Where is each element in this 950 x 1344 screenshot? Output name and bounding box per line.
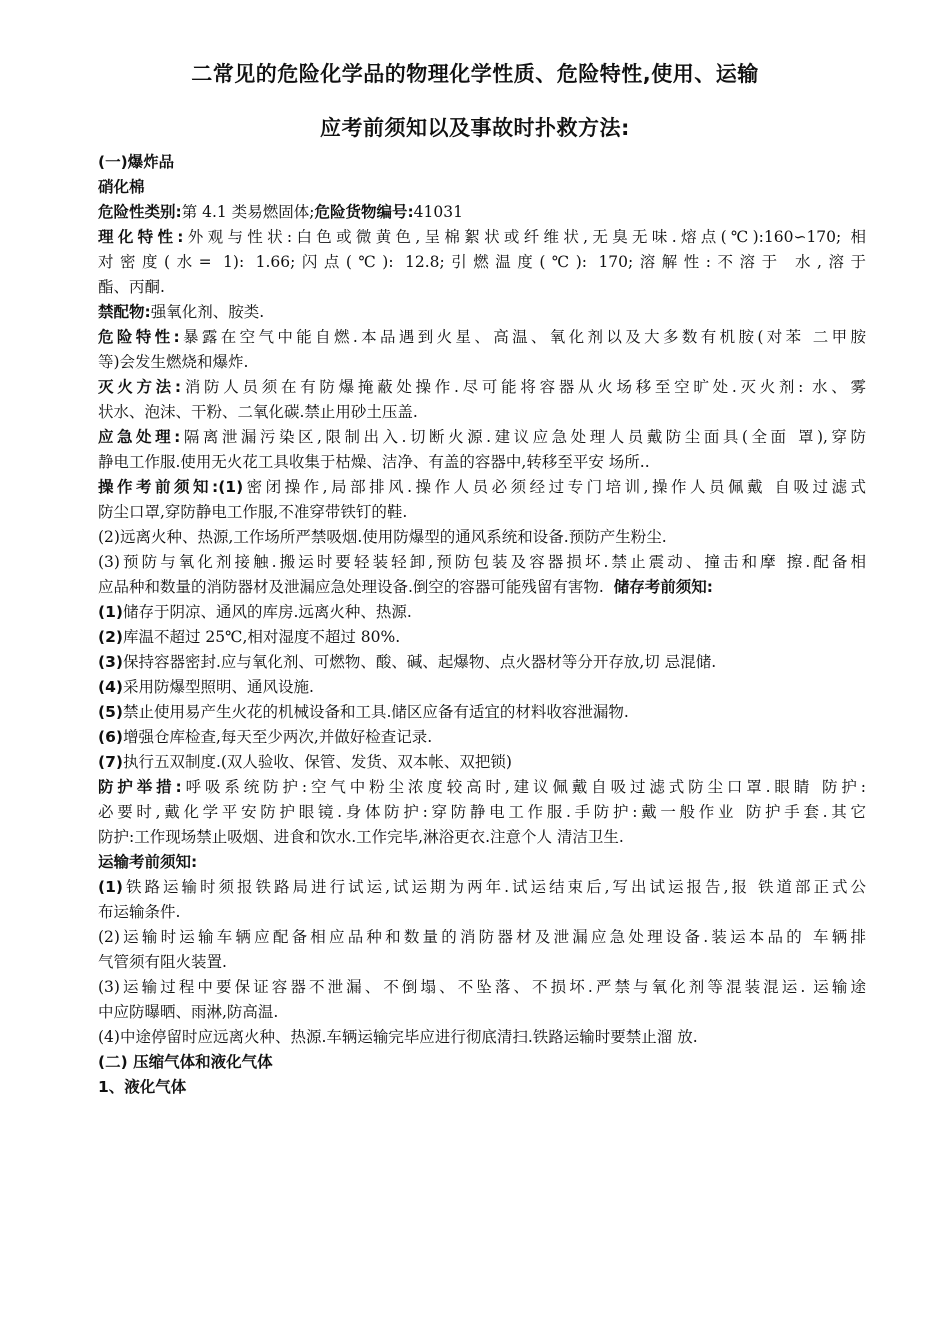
field-value: 应品种和数量的消防器材及泄漏应急处理设备.倒空的容器可能残留有害物. <box>98 578 604 596</box>
transport-heading: 运输考前须知: <box>98 853 198 871</box>
item-text: 保持容器密封.应与氧化剂、可燃物、酸、碱、起爆物、点火器材等分开存放,切 忌混储. <box>122 653 717 671</box>
storage-item <box>98 700 866 725</box>
incompatible-line <box>98 300 866 325</box>
hazard-category-line <box>98 200 866 225</box>
storage-item <box>98 650 866 675</box>
emergency-line <box>98 425 866 450</box>
item-text: 采用防爆型照明、通风设施. <box>122 678 314 696</box>
field-value: 暴露在空气中能自燃.本品遇到火星、高温、氧化剂以及大多数有机胺(对苯 二甲胺 <box>179 328 867 346</box>
item-text: 执行五双制度.(双人验收、保管、发货、双本帐、双把锁) <box>122 753 512 771</box>
field-label: 理化特性: <box>98 228 184 246</box>
item-text: 铁路运输时须报铁路局进行试运,试运期为两年.试运结束后,写出试运报告,报 铁道部正式公 <box>122 878 866 896</box>
transport-line: 气管须有阻火装置. <box>98 953 227 971</box>
document-title-line2: 应考前须知以及事故时扑救方法: <box>320 116 630 140</box>
field-value: 强氧化剂、胺类. <box>150 303 265 321</box>
field-value: 密闭操作,局部排风.操作人员必须经过专门培训,操作人员佩戴 自吸过滤式 <box>243 478 866 496</box>
storage-item <box>98 600 866 625</box>
item-number: (4) <box>98 678 123 696</box>
document-title-line1: 二常见的危险化学品的物理化学性质、危险特性,使用、运输 <box>191 62 759 86</box>
item-text: 增强仓库检查,每天至少两次,并做好检查记录. <box>122 728 433 746</box>
document-body <box>98 150 866 1100</box>
field-value: 消防人员须在有防爆掩蔽处操作.尽可能将容器从火场移至空旷处.灭火剂: 水、雾 <box>181 378 866 396</box>
field-label: 防护举措: <box>98 778 182 796</box>
field-label: 储存考前须知: <box>613 578 713 596</box>
physchem-line: 对密度(水= 1): 1.66;闪点(℃): 12.8;引燃温度(℃): 170;溶解性:不溶于 水,溶于 <box>98 253 866 271</box>
physchem-line <box>98 225 866 250</box>
section-heading: (二) 压缩气体和液化气体 <box>98 1053 273 1071</box>
transport-line: (4)中途停留时应远离火种、热源.车辆运输完毕应进行彻底清扫.铁路运输时要禁止溜 放. <box>98 1028 698 1046</box>
field-label: 危险性类别: <box>98 203 182 221</box>
item-number: (1) <box>98 878 123 896</box>
field-label: 危险货物编号: <box>314 203 414 221</box>
protection-line <box>98 775 866 800</box>
hazard-line: 等)会发生燃烧和爆炸. <box>98 353 249 371</box>
field-label: 灭火方法: <box>98 378 182 396</box>
storage-item <box>98 750 866 775</box>
field-value: 呼吸系统防护:空气中粉尘浓度较高时,建议佩戴自吸过滤式防尘口罩.眼睛 防护: <box>181 778 866 796</box>
field-value: 第 4.1 类易燃固体; <box>181 203 315 221</box>
operation-line: (2)远离火种、热源,工作场所严禁吸烟.使用防爆型的通风系统和设备.预防产生粉尘. <box>98 528 667 546</box>
firefighting-line <box>98 375 866 400</box>
physchem-line: 酯、丙酮. <box>98 278 165 296</box>
transport-line: (2)运输时运输车辆应配备相应品种和数量的消防器材及泄漏应急处理设备.装运本品的 车辆排 <box>98 928 866 946</box>
item-text: 库温不超过 25℃,相对湿度不超过 80%. <box>122 628 401 646</box>
field-label: 操作考前须知: <box>98 478 219 496</box>
storage-item <box>98 625 866 650</box>
firefighting-line: 状水、泡沫、干粉、二氧化碳.禁止用砂土压盖. <box>98 403 418 421</box>
emergency-line: 静电工作服.使用无火花工具收集于枯燥、洁净、有盖的容器中,转移至平安 场所.. <box>98 453 650 471</box>
item-number: (1) <box>218 478 244 496</box>
item-number: (7) <box>98 753 123 771</box>
item-number: (5) <box>98 703 123 721</box>
item-text: 储存于阴凉、通风的库房.远离火种、热源. <box>122 603 412 621</box>
field-label: 应急处理: <box>98 428 181 446</box>
field-value: 41031 <box>413 203 463 221</box>
transport-line: (3)运输过程中要保证容器不泄漏、不倒塌、不坠落、不损坏.严禁与氧化剂等混装混运. 运输途 <box>98 978 866 996</box>
storage-item <box>98 675 866 700</box>
operation-line: (3)预防与氧化剂接触.搬运时要轻装轻卸,预防包装及容器损坏.禁止震动、撞击和摩 擦.配备相 <box>98 553 866 571</box>
subsection-heading: 1、液化气体 <box>98 1078 187 1096</box>
item-number: (3) <box>98 653 123 671</box>
protection-line: 必要时,戴化学平安防护眼镜.身体防护:穿防静电工作服.手防护:戴一般作业 防护手套.其它 <box>98 803 866 821</box>
operation-line: 防尘口罩,穿防静电工作服,不准穿带铁钉的鞋. <box>98 503 408 521</box>
substance-name: 硝化棉 <box>98 178 145 196</box>
item-text: 禁止使用易产生火花的机械设备和工具.储区应备有适宜的材料收容泄漏物. <box>122 703 629 721</box>
item-number: (1) <box>98 603 123 621</box>
operation-line <box>98 475 866 500</box>
transport-line: 布运输条件. <box>98 903 181 921</box>
transport-line: 中应防曝晒、雨淋,防高温. <box>98 1003 279 1021</box>
hazard-line <box>98 325 866 350</box>
field-value: 外观与性状:白色或微黄色,呈棉絮状或纤维状,无臭无味.熔点(℃):160∽170; 相 <box>183 228 867 246</box>
item-number: (6) <box>98 728 123 746</box>
field-value: 隔离泄漏污染区,限制出入.切断火源.建议应急处理人员戴防尘面具(全面 罩),穿防 <box>180 428 867 446</box>
transport-line <box>98 875 866 900</box>
operation-line <box>98 575 866 600</box>
field-label: 危险特性: <box>98 328 180 346</box>
item-number: (2) <box>98 628 123 646</box>
storage-item <box>98 725 866 750</box>
field-label: 禁配物: <box>98 303 151 321</box>
protection-line: 防护:工作现场禁止吸烟、进食和饮水.工作完毕,淋浴更衣.注意个人 清洁卫生. <box>98 828 624 846</box>
section-heading: (一)爆炸品 <box>98 153 175 171</box>
